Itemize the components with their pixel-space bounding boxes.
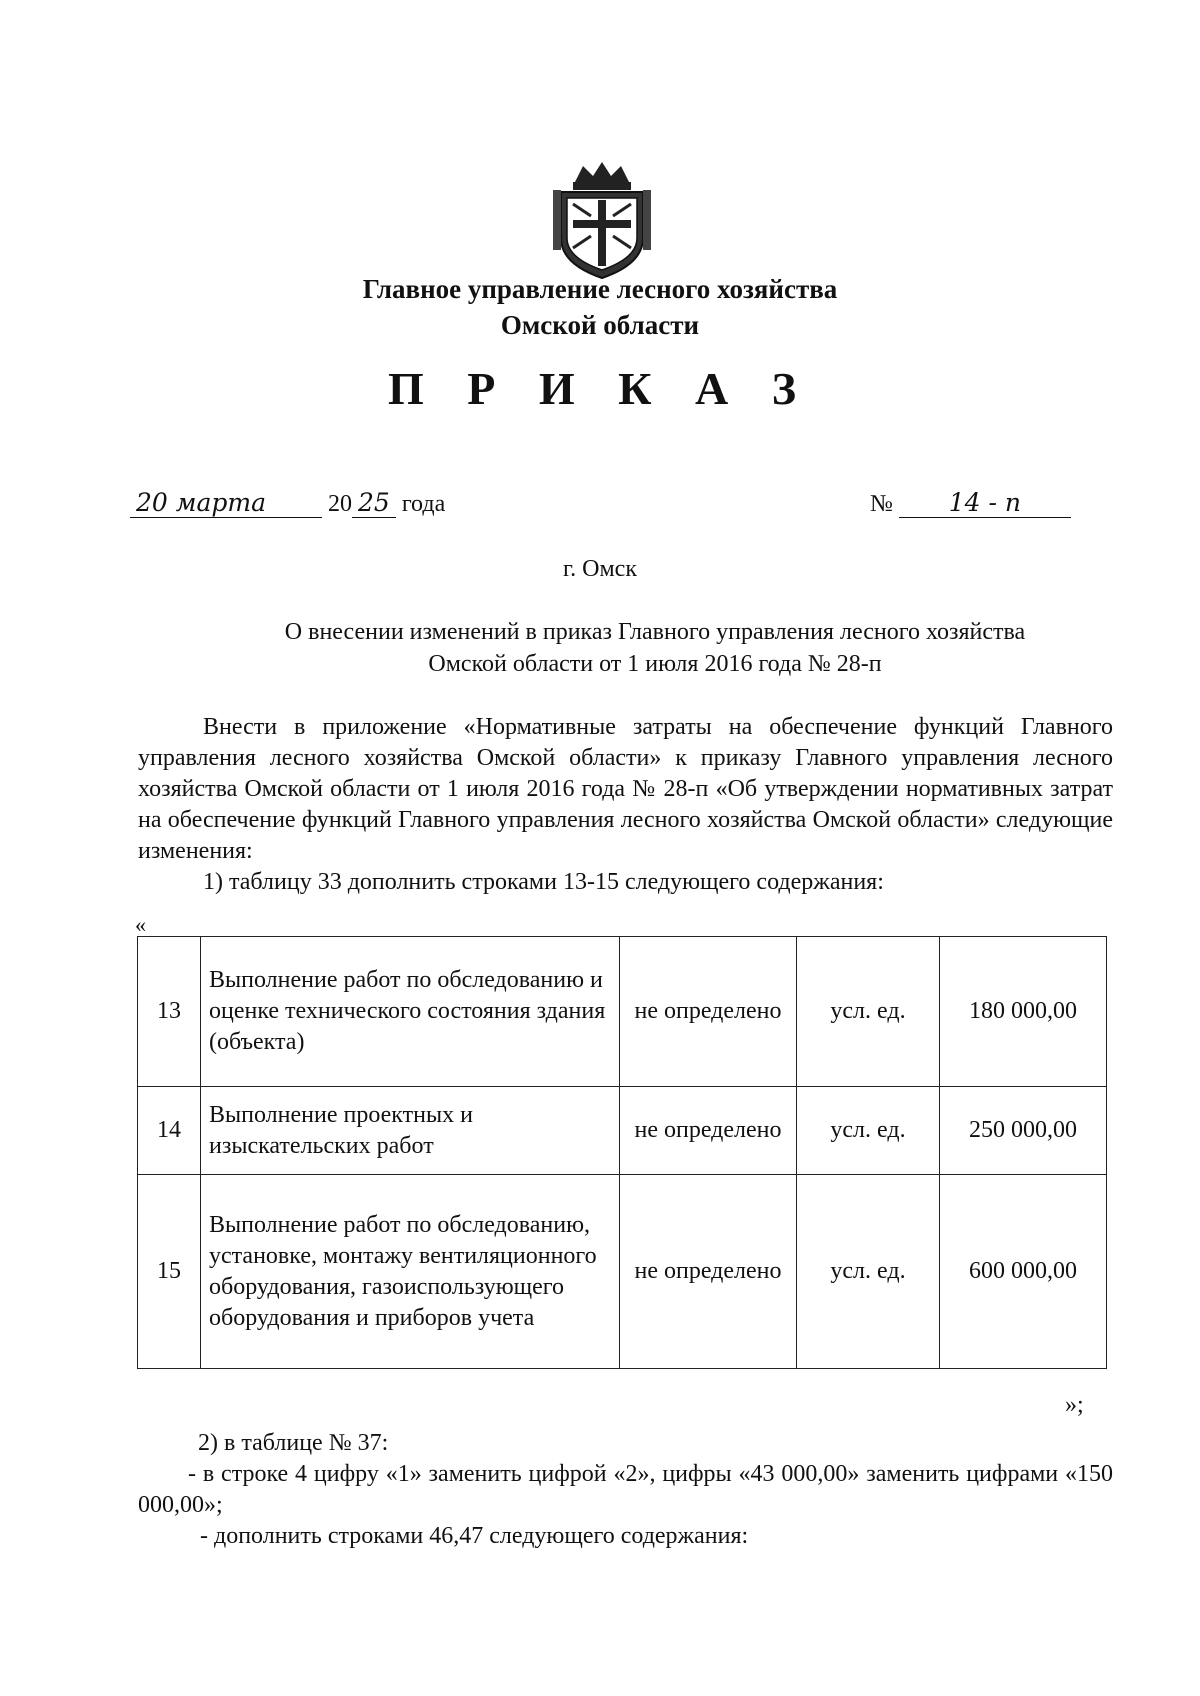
- quote-close: »;: [1065, 1392, 1084, 1418]
- row-name: Выполнение работ по обследованию, установке, монтажу вентиляционного оборудования, газоиспользующего оборудования и приборов учета: [201, 1175, 620, 1369]
- row-unit: усл. ед.: [797, 1087, 940, 1175]
- body-text-continued: [138, 1428, 1113, 1552]
- item2-b-paragraph: - дополнить строками 46,47 следующего содержания:: [200, 1523, 749, 1549]
- row-number: 13: [138, 937, 201, 1087]
- row-unit: усл. ед.: [797, 1175, 940, 1369]
- handwritten-date: 20 марта: [130, 488, 322, 518]
- row-name: Выполнение работ по обследованию и оценке технического состояния здания (объекта): [201, 937, 620, 1087]
- coat-of-arms-icon: [553, 160, 651, 280]
- row-price: 180 000,00: [940, 937, 1107, 1087]
- row-number: 15: [138, 1175, 201, 1369]
- year-word: года: [401, 491, 446, 517]
- org-name-line2: Омской области: [500, 310, 700, 340]
- row-count: не определено: [620, 1087, 797, 1175]
- row-number: 14: [138, 1087, 201, 1175]
- table-row: [138, 1175, 1107, 1369]
- subject-line1: О внесении изменений в приказ Главного управления лесного хозяйства: [284, 619, 1026, 645]
- quote-open: «: [135, 912, 146, 937]
- row-count: не определено: [620, 1175, 797, 1369]
- table33-rows: [137, 936, 1107, 1369]
- item2-a-paragraph: - в строке 4 цифру «1» заменить цифрой «2», цифры «43 000,00» заменить цифрами «150 000,00»;: [138, 1461, 1113, 1518]
- city: г. Омск: [563, 556, 637, 582]
- table-row: [138, 937, 1107, 1087]
- subject: [180, 616, 1130, 680]
- handwritten-number: 14 - п: [899, 488, 1071, 518]
- handwritten-year: 25: [352, 488, 396, 518]
- intro-paragraph: Внести в приложение «Нормативные затраты на обеспечение функций Главного управления лесного хозяйства Омской области» к приказу Главного управления лесного хозяйства Омской области от 1 июля 2016 года № 28-п «Об утверждении нормативных затрат на обеспечение функций Главного управления лесного хозяйства Омской области» следующие изменения:: [138, 714, 1113, 864]
- row-price: 250 000,00: [940, 1087, 1107, 1175]
- row-count: не определено: [620, 937, 797, 1087]
- row-price: 600 000,00: [940, 1175, 1107, 1369]
- body-text: [138, 712, 1113, 898]
- item2-paragraph: 2) в таблице № 37:: [198, 1430, 389, 1456]
- table-row: [138, 1087, 1107, 1175]
- subject-line2: Омской области от 1 июля 2016 года № 28-п: [428, 651, 882, 677]
- number-line: [870, 488, 1071, 518]
- item1-paragraph: 1) таблицу 33 дополнить строками 13-15 следующего содержания:: [203, 869, 884, 895]
- date-line: [130, 488, 445, 518]
- year-prefix: 20: [328, 491, 352, 517]
- number-label: №: [870, 491, 893, 517]
- document-type-title: П Р И К А З: [387, 363, 812, 414]
- row-unit: усл. ед.: [797, 937, 940, 1087]
- row-name: Выполнение проектных и изыскательских работ: [201, 1087, 620, 1175]
- org-name-line1: Главное управление лесного хозяйства: [362, 274, 838, 304]
